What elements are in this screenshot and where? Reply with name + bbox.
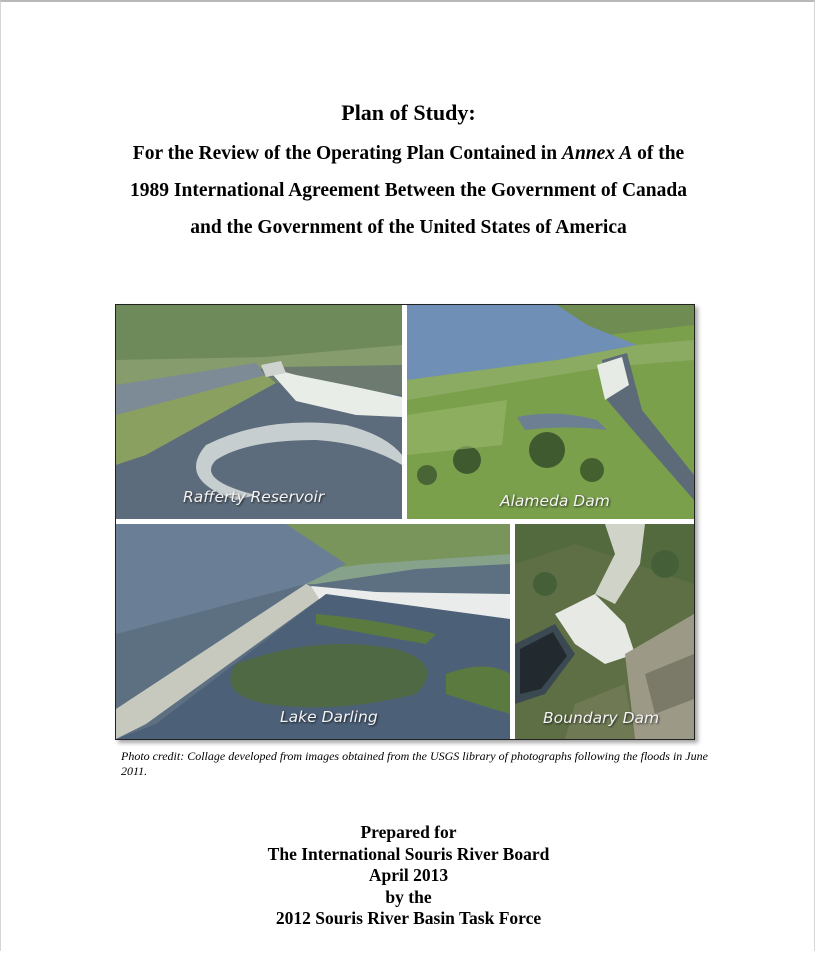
prepared-task-force: 2012 Souris River Basin Task Force xyxy=(275,908,542,928)
subtitle-annex: Annex A xyxy=(561,143,633,164)
rafferty-reservoir-image xyxy=(116,305,402,519)
photo-boundary-dam xyxy=(515,524,694,739)
photo-collage xyxy=(115,304,695,740)
photo-rafferty-reservoir xyxy=(116,305,402,519)
prepared-date: April 2013 xyxy=(368,865,449,885)
photo-lake-darling xyxy=(116,524,510,739)
photo-label-boundary-dam: Boundary Dam xyxy=(543,709,660,727)
alameda-dam-image xyxy=(407,305,694,519)
photo-alameda-dam xyxy=(407,305,694,519)
subtitle-line-2: 1989 International Agreement Between the Government of Canada xyxy=(130,180,687,201)
prepared-board: The International Souris River Board xyxy=(267,843,550,864)
subtitle-line-3: and the Government of the United States of America xyxy=(190,217,627,238)
photo-label-lake-darling: Lake Darling xyxy=(280,708,378,726)
boundary-dam-image xyxy=(515,524,694,739)
lake-darling-image xyxy=(116,524,510,739)
subtitle-line-1-pre: For the Review of the Operating Plan Contained in xyxy=(132,143,562,164)
prepared-block xyxy=(0,822,817,930)
prepared-for: Prepared for xyxy=(360,822,457,842)
photo-label-alameda: Alameda Dam xyxy=(500,492,610,510)
document-title: Plan of Study: xyxy=(341,100,476,125)
subtitle-line-1-post: of the xyxy=(632,143,685,164)
photo-credit: Photo credit: Collage developed from images obtained from the USGS library of photographs following the floods in June 2011. xyxy=(121,749,708,778)
subtitle-line-1 xyxy=(0,142,817,166)
photo-label-rafferty: Rafferty Reservoir xyxy=(183,488,325,506)
prepared-by: by the xyxy=(385,886,432,907)
